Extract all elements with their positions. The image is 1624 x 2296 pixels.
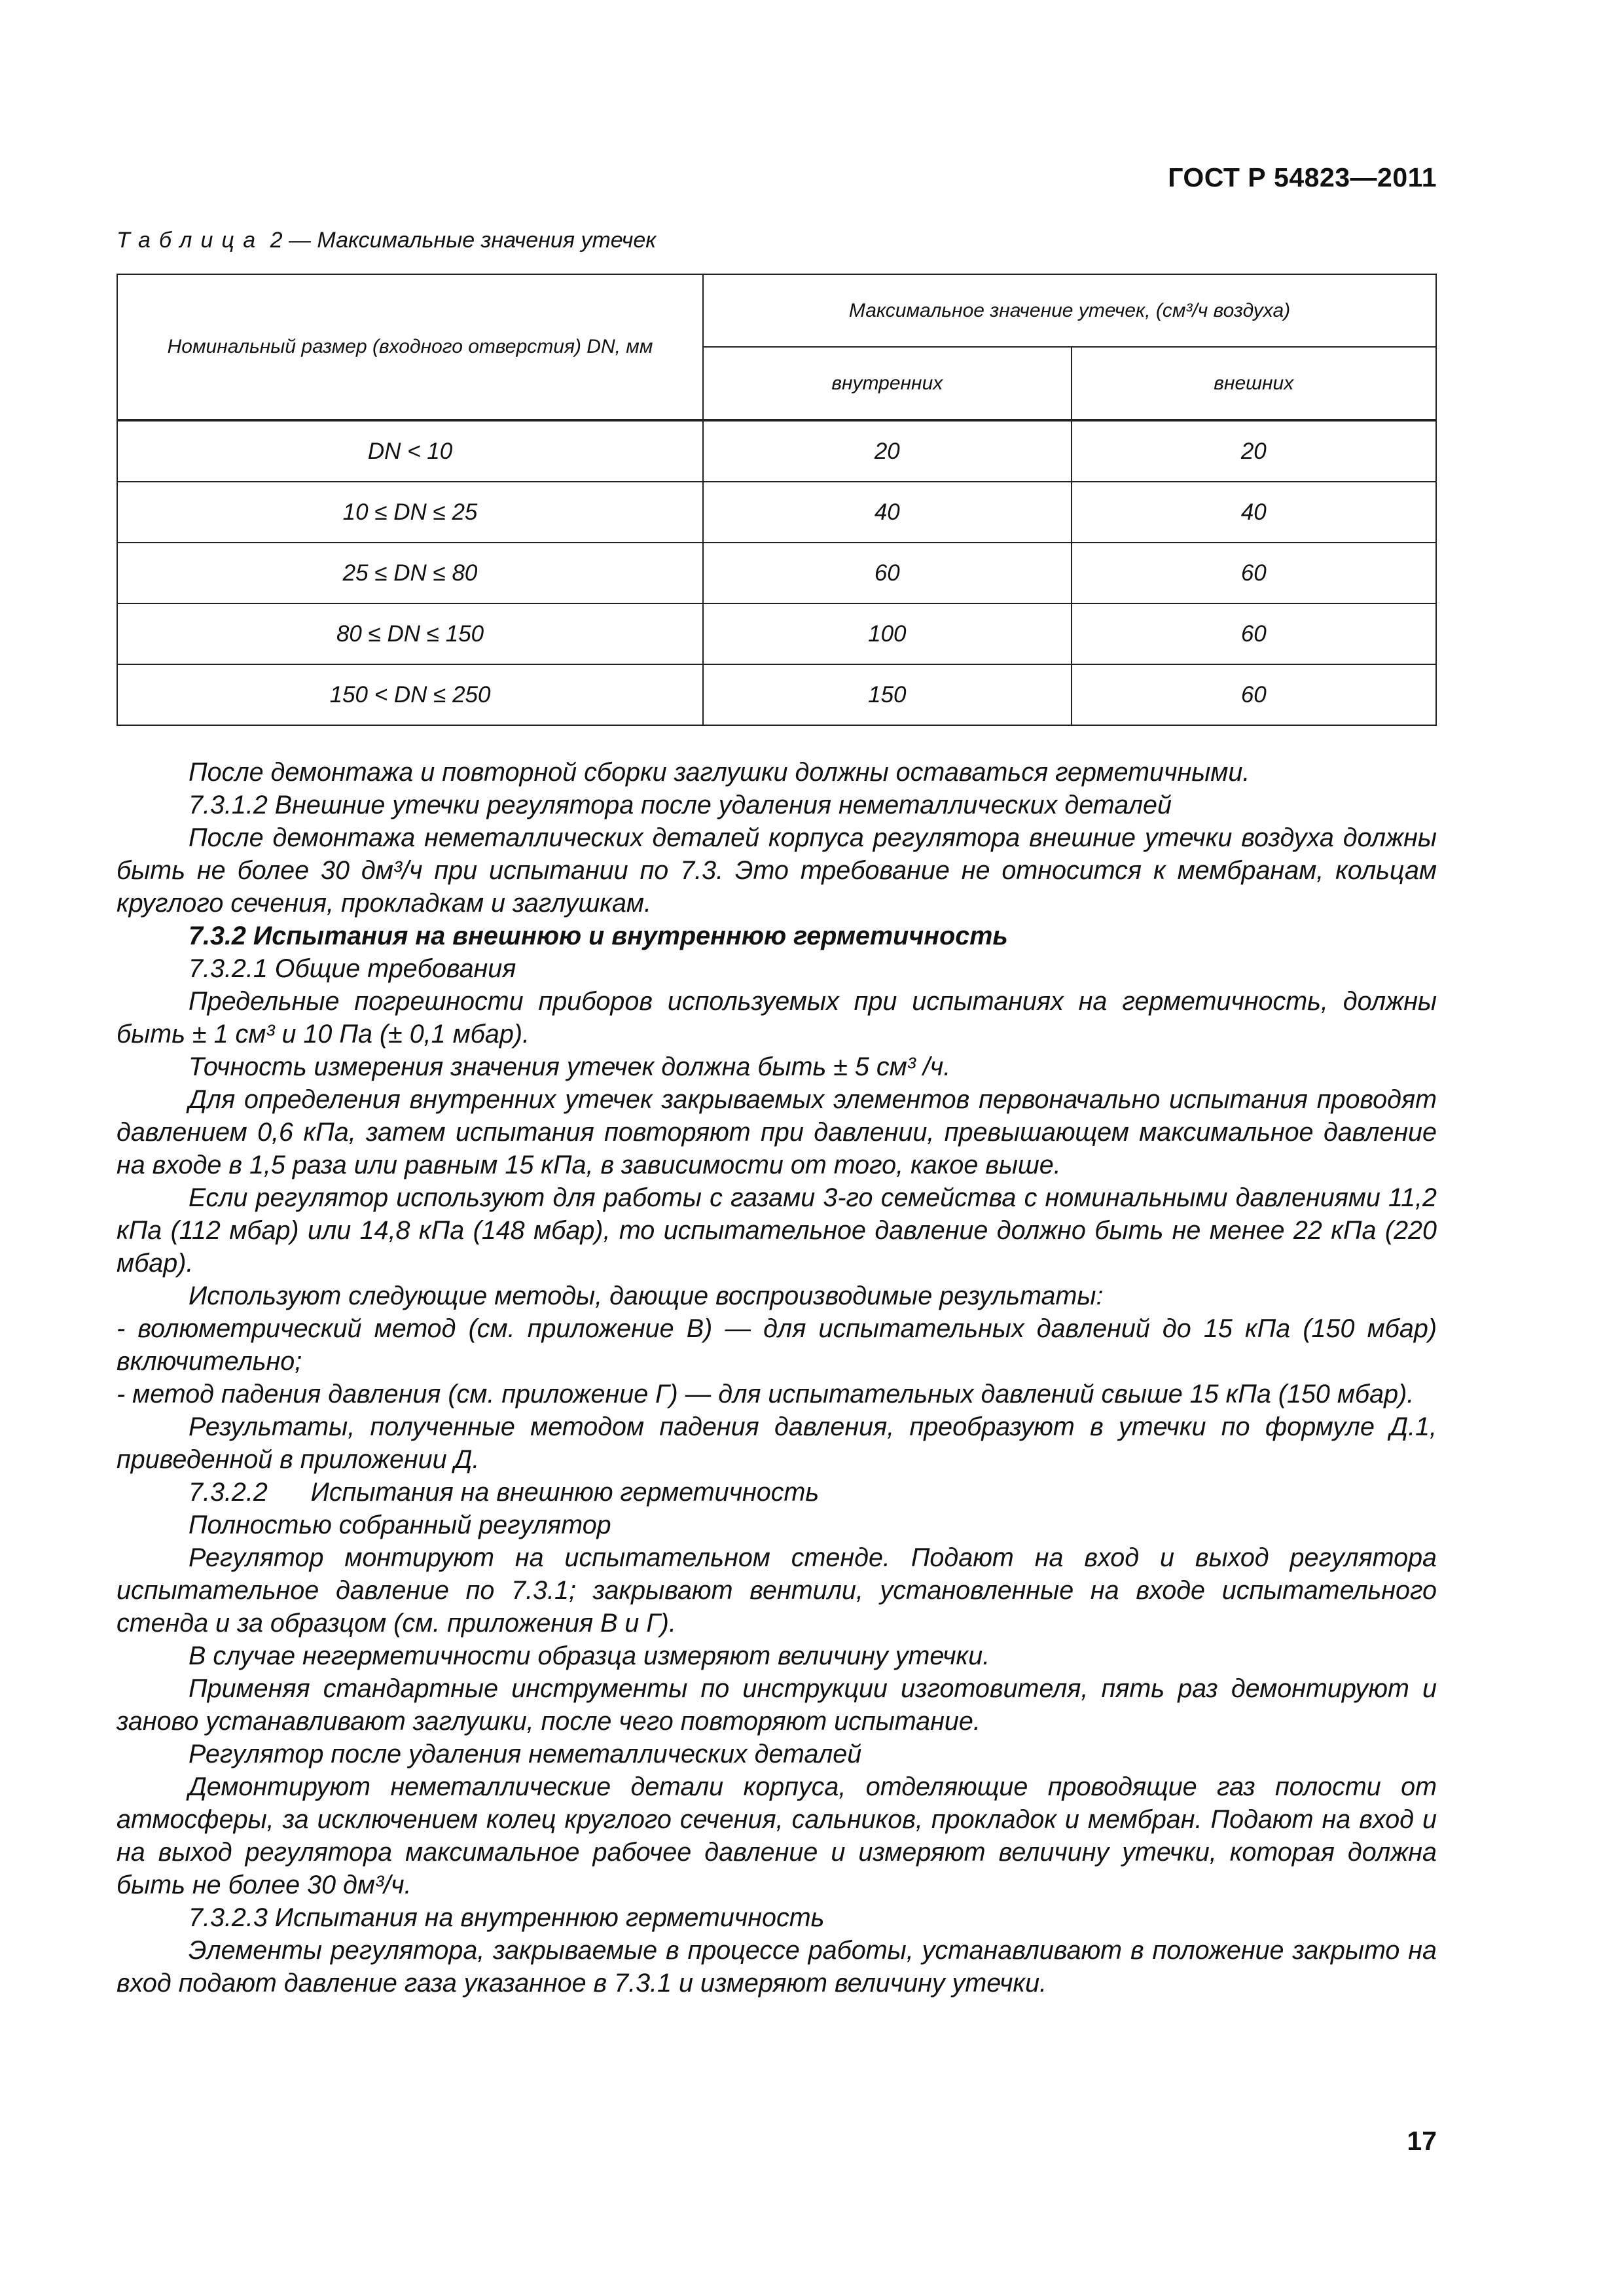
cell-external: 40 (1072, 482, 1436, 543)
table-row (117, 664, 1436, 725)
header-internal: внутренних (703, 347, 1071, 420)
document-code: ГОСТ Р 54823—2011 (1168, 162, 1437, 192)
paragraph: Элементы регулятора, закрываемые в процессе работы, устанавливают в положение закрыто на вход подают давление газа указанное в 7.3.1 и измеряют величину утечки. (117, 1936, 1437, 1998)
section-heading-7-3-2-3: 7.3.2.3 Испытания на внутреннюю герметичность (189, 1903, 825, 1932)
paragraph: Для определения внутренних утечек закрываемых элементов первоначально испытания проводят давлением 0,6 кПа, затем испытания повторяют при давлении, превышающем максимальное давление на входе в 1,5 раза или равным 15 кПа, в зависимости от того, какое выше. (117, 1085, 1437, 1179)
paragraph: Результаты, полученные методом падения давления, преобразуют в утечки по формуле Д.1, приведенной в приложении Д. (117, 1412, 1437, 1474)
table-caption-title: — Максимальные значения утечек (282, 228, 657, 253)
cell-internal: 60 (703, 543, 1071, 603)
cell-dn: 10 ≤ DN ≤ 25 (117, 482, 703, 543)
section-heading-7-3-2-2: 7.3.2.2 Испытания на внешнюю герметичность (189, 1478, 820, 1507)
paragraph: Регулятор после удаления неметаллических деталей (189, 1740, 862, 1768)
cell-dn: 25 ≤ DN ≤ 80 (117, 543, 703, 603)
header-nominal-size: Номинальный размер (входного отверстия) DN, мм (117, 274, 703, 420)
table-row (117, 420, 1436, 482)
table-caption-number: 2 (270, 228, 283, 253)
header-max-leak: Максимальное значение утечек, (см³/ч воздуха) (703, 274, 1436, 347)
cell-internal: 40 (703, 482, 1071, 543)
table-row (117, 603, 1436, 664)
leak-values-table (117, 274, 1437, 726)
paragraph: В случае негерметичности образца измеряют величину утечки. (189, 1641, 990, 1670)
table-row (117, 543, 1436, 603)
cell-internal: 20 (703, 420, 1071, 482)
body-text (117, 756, 1437, 2000)
cell-external: 60 (1072, 543, 1436, 603)
paragraph: Демонтируют неметаллические детали корпуса, отделяющие проводящие газ полости от атмосферы, за исключением колец круглого сечения, сальников, прокладок и мембран. Подают на вход и на выход регулятора максимальное рабочее давление и измеряют величину утечки, которая должна быть не более 30 дм³/ч. (117, 1772, 1437, 1899)
table-caption (117, 228, 656, 253)
list-item: - волюметрический метод (см. приложение В) — для испытательных давлений до 15 кПа (150 мбар) включительно; (117, 1314, 1437, 1376)
cell-dn: DN < 10 (117, 420, 703, 482)
paragraph: Полностью собранный регулятор (189, 1511, 611, 1539)
table-row (117, 482, 1436, 543)
paragraph: Регулятор монтируют на испытательном стенде. Подают на вход и выход регулятора испытательное давление по 7.3.1; закрывают вентили, установленные на входе испытательного стенда и за образцом (см. приложения В и Г). (117, 1543, 1437, 1638)
paragraph: После демонтажа и повторной сборки заглушки должны оставаться герметичными. (189, 758, 1250, 787)
paragraph: Используют следующие методы, дающие воспроизводимые результаты: (189, 1282, 1104, 1310)
paragraph: Если регулятор используют для работы с газами 3-го семейства с номинальными давлениями 11,2 кПа (112 мбар) или 14,8 кПа (148 мбар), то испытательное давление должно быть не менее 22 кПа (220 мбар). (117, 1183, 1437, 1278)
paragraph: Предельные погрешности приборов используемых при испытаниях на герметичность, должны быть ± 1 см³ и 10 Па (± 0,1 мбар). (117, 987, 1437, 1049)
section-heading-7-3-1-2: 7.3.1.2 Внешние утечки регулятора после удаления неметаллических деталей (189, 791, 1172, 819)
cell-dn: 150 < DN ≤ 250 (117, 664, 703, 725)
cell-internal: 150 (703, 664, 1071, 725)
paragraph: После демонтажа неметаллических деталей корпуса регулятора внешние утечки воздуха должны быть не более 30 дм³/ч при испытании по 7.3. Это требование не относится к мембранам, кольцам круглого сечения, прокладкам и заглушкам. (117, 823, 1437, 918)
list-item: - метод падения давления (см. приложение Г) — для испытательных давлений свыше 15 кПа (150 мбар). (117, 1380, 1415, 1408)
cell-internal: 100 (703, 603, 1071, 664)
table-caption-word: Таблица (117, 228, 264, 253)
section-heading-7-3-2-1: 7.3.2.1 Общие требования (189, 954, 516, 983)
paragraph: Применяя стандартные инструменты по инструкции изготовителя, пять раз демонтируют и заново устанавливают заглушки, после чего повторяют испытание. (117, 1674, 1437, 1736)
header-external: внешних (1072, 347, 1436, 420)
cell-external: 60 (1072, 664, 1436, 725)
paragraph: Точность измерения значения утечек должна быть ± 5 см³ /ч. (189, 1052, 951, 1081)
cell-external: 20 (1072, 420, 1436, 482)
cell-dn: 80 ≤ DN ≤ 150 (117, 603, 703, 664)
cell-external: 60 (1072, 603, 1436, 664)
page-number: 17 (1407, 2126, 1437, 2156)
section-heading-7-3-2: 7.3.2 Испытания на внешнюю и внутреннюю герметичность (189, 922, 1008, 950)
